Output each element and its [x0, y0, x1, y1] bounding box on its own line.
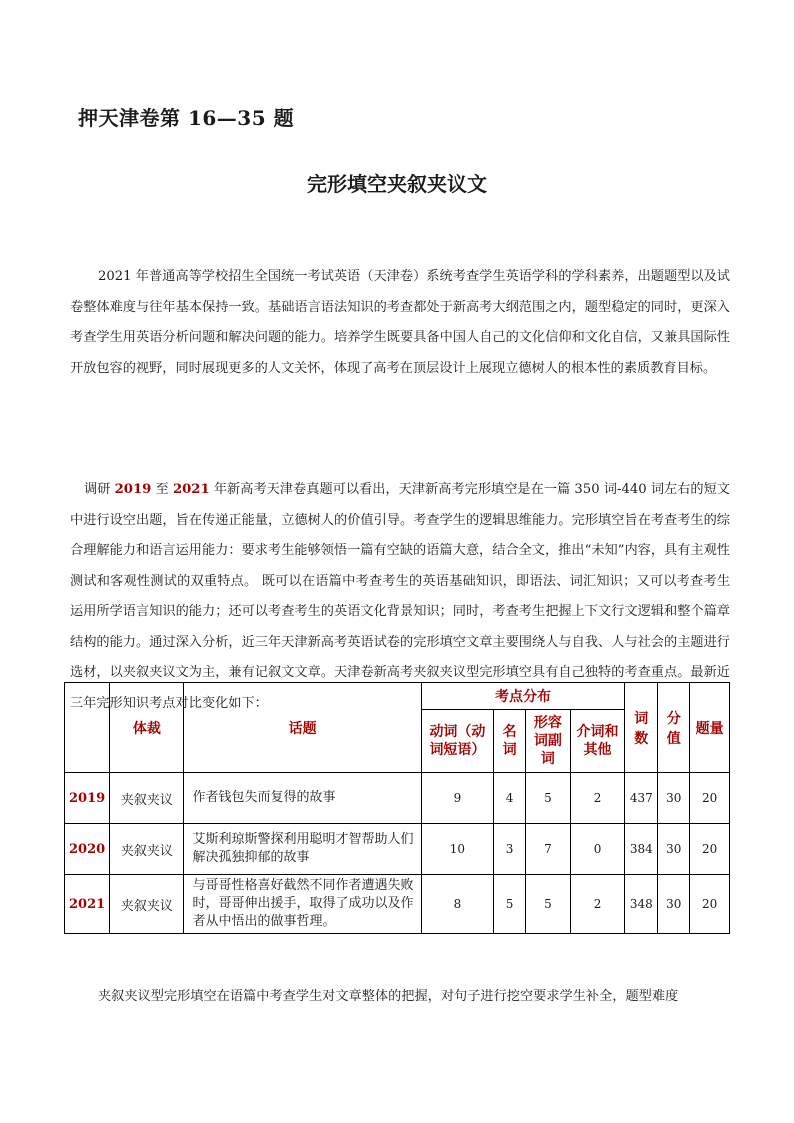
cell-genre: 夹叙夹议 [110, 824, 184, 875]
analysis-text-a: 调研 [84, 482, 115, 497]
cell-prep: 2 [570, 773, 625, 824]
intro-paragraph: 2021 年普通高等学校招生全国统一考试英语（天津卷）系统考查学生英语学科的学科素养，出题题型以及试卷整体难度与往年基本保持一致。基础语言语法知识的考查都处于新高考大纲范围之内，题型稳定的同时，更深入考查学生用英语分析问题和解决问题的能力。培养学生既要具备中国人自己的文化信仰和文化自信，又兼具国际性开放包容的视野，同时展现更多的人文关怀，体现了高考在顶层设计上展现立德树人的根本性的素质教育目标。 [70, 269, 730, 376]
table-header-row [65, 683, 730, 710]
cell-score: 30 [658, 773, 690, 824]
cell-count: 20 [690, 824, 730, 875]
cell-noun: 5 [494, 875, 526, 934]
table-row [65, 824, 730, 875]
cell-adj: 5 [526, 773, 571, 824]
cell-year: 2020 [65, 824, 110, 875]
cell-verb: 8 [421, 875, 494, 934]
table-row [65, 773, 730, 824]
cell-prep: 2 [570, 875, 625, 934]
cell-topic: 作者钱包失而复得的故事 [184, 773, 421, 824]
header-distribution: 考点分布 [421, 683, 625, 710]
cell-verb: 9 [421, 773, 494, 824]
cell-verb: 10 [421, 824, 494, 875]
cell-year: 2019 [65, 773, 110, 824]
cell-topic: 艾斯利琼斯警探利用聪明才智帮助人们解决孤独抑郁的故事 [184, 824, 421, 875]
header-topic: 话题 [184, 683, 421, 773]
header-adj-adv: 形容词副词 [526, 710, 571, 773]
header-word-count: 词数 [625, 683, 658, 773]
header-verb: 动词（动词短语） [421, 710, 494, 773]
cell-noun: 3 [494, 824, 526, 875]
cell-prep: 0 [570, 824, 625, 875]
header-score: 分值 [658, 683, 690, 773]
cell-score: 30 [658, 875, 690, 934]
cell-words: 437 [625, 773, 658, 824]
cell-count: 20 [690, 875, 730, 934]
cell-noun: 4 [494, 773, 526, 824]
cell-topic: 与哥哥性格喜好截然不同作者遭遇失败时，哥哥伸出援手，取得了成功以及作者从中悟出的做事哲理。 [184, 875, 421, 934]
cell-genre: 夹叙夹议 [110, 875, 184, 934]
table-row [65, 875, 730, 934]
header-question-count: 题量 [690, 683, 730, 773]
cell-adj: 7 [526, 824, 571, 875]
cell-words: 348 [625, 875, 658, 934]
cell-adj: 5 [526, 875, 571, 934]
analysis-text-c: 年新高考天津卷真题可以看出，天津新高考完形填空是在一篇 350 词-440 词左右的短文中进行设空出题，旨在传递正能量，立德树人的价值引导。考查学生的逻辑思维能力。完形填空旨在考查考生的综合理解能力和语言运用能力：要求考生能够领悟一篇有空缺的语篇大意，结合全文，推出“未知”内容，具有主观性测试和客观性测试的双重特点。 既可以在语篇中考查考生的英语基础知识，即语法、词汇知识；又可以考查考生运用所学语言知识的能力；还可以考查考生的英语文化背景知识；同时，考查考生把握上下文行文逻辑和整个篇章结构的能力。通过深入分析，近三年天津新高考英语试卷的完形填空文章主要围绕人与自我、人与社会的主题进行选材，以夹叙夹议文为主，兼有记叙文文章。天津卷新高考夹叙夹议型完形填空具有自己独特的考查重点。最新近三年完形知识考点对比变化如下： [70, 482, 730, 711]
cell-genre: 夹叙夹议 [110, 773, 184, 824]
analysis-text-b: 至 [151, 482, 173, 497]
year-start: 2019 [114, 482, 152, 497]
page-subtitle: 完形填空夹叙夹议文 [307, 172, 487, 196]
cell-count: 20 [690, 773, 730, 824]
cell-year: 2021 [65, 875, 110, 934]
comparison-table [64, 682, 730, 934]
header-genre: 体裁 [110, 683, 184, 773]
page-title: 押天津卷第 16—35 题 [78, 106, 295, 130]
header-year [65, 683, 110, 773]
cell-score: 30 [658, 824, 690, 875]
year-end: 2021 [172, 482, 210, 497]
closing-paragraph: 夹叙夹议型完形填空在语篇中考查学生对文章整体的把握，对句子进行挖空要求学生补全，题型难度 [98, 989, 679, 1004]
header-noun: 名词 [494, 710, 526, 773]
cell-words: 384 [625, 824, 658, 875]
header-prep-other: 介词和其他 [570, 710, 625, 773]
